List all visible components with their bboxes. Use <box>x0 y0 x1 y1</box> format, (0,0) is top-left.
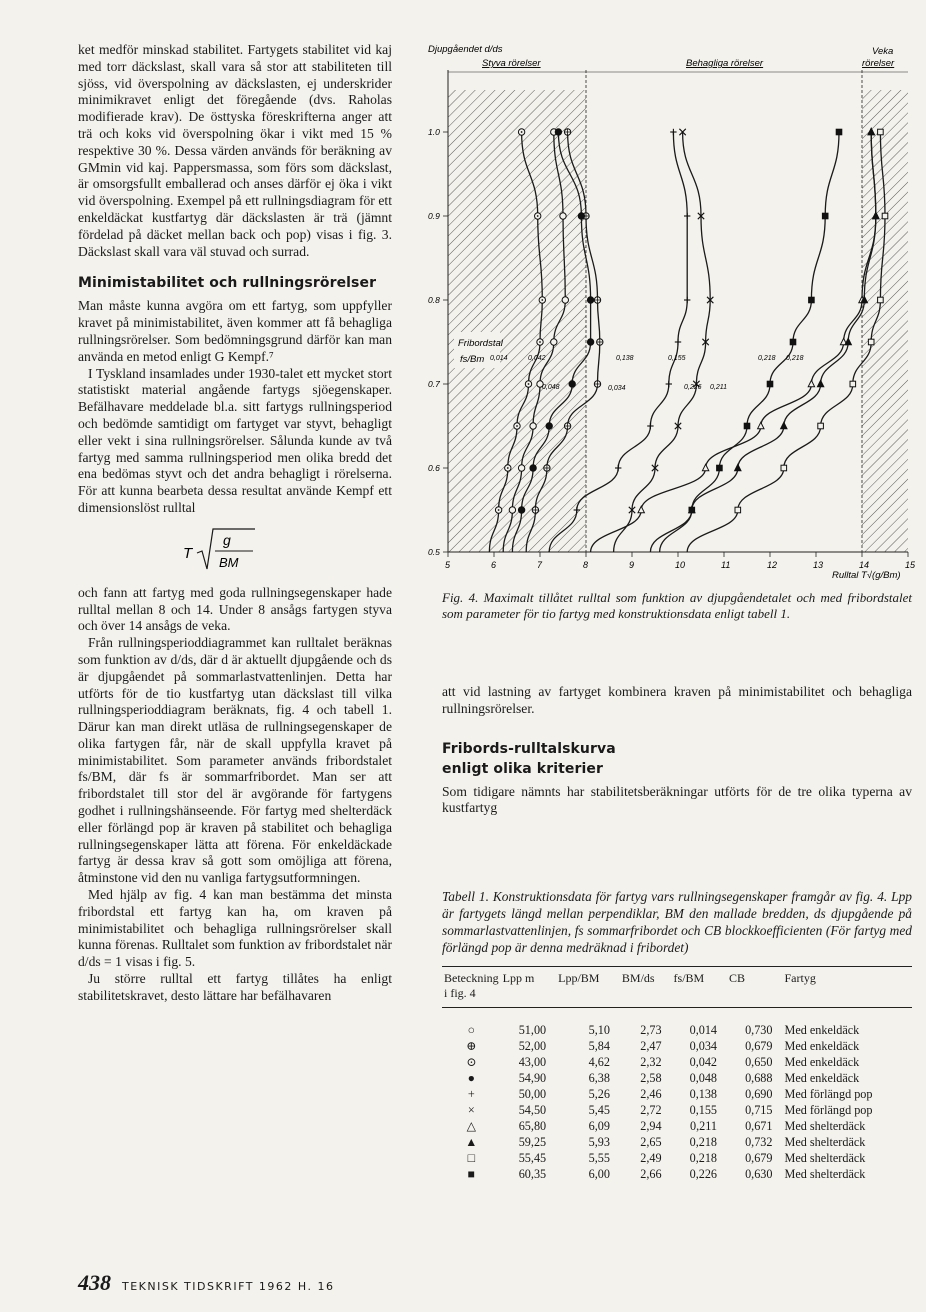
data-point-square <box>878 297 884 303</box>
marker-symbol-cell: □ <box>467 1151 476 1165</box>
curve-label: 0,226 <box>684 384 702 391</box>
data-point-mark <box>521 131 523 133</box>
table-cell: 0,138 <box>689 1087 718 1101</box>
zone-label-soft-1: Veka <box>872 46 894 57</box>
data-point-filled-square <box>689 507 695 513</box>
paragraph: Med hjälp av fig. 4 kan man bestämma det minsta fribordstal ett fartyg kan ha, om kraven på minimistabilitet och behagliga rullningsrörelser skall kunna förenas. Rulltalet som funktion av fribordstalet när d/ds = 1 visas i fig. 5. <box>78 887 392 970</box>
data-point-filled-circle <box>546 423 552 429</box>
table-cell: 55,45 <box>518 1151 547 1165</box>
table-cell: 0,679 <box>745 1039 773 1053</box>
table-cell: Med shelterdäck <box>784 1167 866 1181</box>
section-heading: Minimistabilitet och rullningsrörelser <box>78 275 377 292</box>
data-point-triangle <box>702 464 708 470</box>
table-cell: 65,80 <box>518 1119 547 1133</box>
series-line-0,211 <box>591 132 876 552</box>
paragraph: och fann att fartyg med goda rullningsegenskaper hade rulltal mellan 8 och 14. Under 8 ansågs fartygen styva och över 14 ansågs de veka. <box>78 584 392 634</box>
table-body <box>442 1008 912 1183</box>
y-tick-label: 0.8 <box>428 295 440 305</box>
table-cell: 52,00 <box>518 1039 547 1053</box>
y-tick-label: 1.0 <box>428 127 440 137</box>
table-cell: 0,688 <box>745 1071 773 1085</box>
x-tick-label: 13 <box>813 560 824 570</box>
table-1 <box>442 888 912 1182</box>
data-point-filled-triangle <box>735 464 741 470</box>
data-point-square <box>868 339 874 345</box>
table-cell: Med förlängd pop <box>784 1103 873 1117</box>
table-header-row <box>442 967 912 1008</box>
data-point-triangle <box>638 506 644 512</box>
formula-svg <box>175 525 295 577</box>
table-cell: 0,715 <box>745 1103 773 1117</box>
table-cell: 5,26 <box>588 1087 610 1101</box>
figure-4 <box>424 42 916 602</box>
table-cell: 0,732 <box>745 1135 773 1149</box>
table-cell: 5,93 <box>588 1135 610 1149</box>
data-point-circle <box>560 213 566 219</box>
table-cell: 6,00 <box>588 1167 610 1181</box>
table-cell: 0,730 <box>745 1023 773 1037</box>
table-row <box>442 1054 912 1070</box>
page-number: 438 <box>78 1270 111 1295</box>
table-cell: 0,042 <box>689 1055 718 1069</box>
table-cell: 6,09 <box>588 1119 610 1133</box>
curve-label: 0,218 <box>758 355 776 362</box>
table-cell: 4,62 <box>588 1055 610 1069</box>
table-cell: 2,73 <box>640 1023 662 1037</box>
table-cell: Med enkeldäck <box>784 1039 860 1053</box>
data-point-circle <box>562 297 568 303</box>
curve-label: 0,155 <box>668 355 686 362</box>
hatched-zone-stiff <box>448 90 586 552</box>
table-cell: 50,00 <box>518 1087 547 1101</box>
x-tick-label: 15 <box>905 560 916 570</box>
table-row <box>442 1008 912 1039</box>
table-cell: 0,034 <box>689 1039 718 1053</box>
data-point-circle <box>551 339 557 345</box>
journal-name: TEKNISK TIDSKRIFT 1962 H. 16 <box>122 1280 335 1293</box>
table-cell: 2,49 <box>640 1151 662 1165</box>
x-tick-label: 5 <box>445 560 451 570</box>
design-data-table <box>442 966 912 1182</box>
data-point-filled-triangle <box>817 380 823 386</box>
param-title-1: Fribordstal <box>458 338 503 349</box>
marker-symbol-cell: △ <box>466 1119 477 1133</box>
data-point-square <box>850 381 856 387</box>
data-point-filled-circle <box>555 129 561 135</box>
data-point-filled-circle <box>569 381 575 387</box>
data-point-square <box>781 465 787 471</box>
table-header-cell: Lpp m <box>502 971 535 985</box>
right-column <box>442 684 912 817</box>
table-header-cell: fs/BM <box>673 971 705 985</box>
paragraph: ket medför minskad stabilitet. Fartygets stabilitet vid kaj med torr däckslast, skall vara så stor att stabiliteten till sjöss, vid överspolning av däckslasten, ej underskrider minimikravet enligt det föregående (dvs. Raholas modifierade krav). De östtyska föreskrifterna anger att trä och koks vid överspolning ökar i vikt med 15 % respektive 30 %. Dessa värden används för beräkning av GMmin vid kaj. Pappersmassa, som förs som däckslast, är omsorgsfullt emballerad och anses därför ej öka i vikt vid överspolning. Exempel på ett rullningsdiagram för ett enkeldäckat kustfartyg där däckslasten är trä (jämnt fördelad på däcket mellan back och pop) visas i fig. 3. Däckslast skall vara väl stuvad och surrad. <box>78 42 392 259</box>
table-cell: Med shelterdäck <box>784 1151 866 1165</box>
table-row <box>442 1070 912 1086</box>
table-caption: Tabell 1. Konstruktionsdata för fartyg vars rullningsegenskaper framgår av fig. 4. Lpp är fartygets längd mellan perpendiklar, BM den mallade bredden, ds djupgående på sommarlastvattenlinjen, fs sommarfribordet och CB blockkoefficienten (För fartyg med förlängd pop är denna medräknad i fribordet) <box>442 889 912 955</box>
table-row <box>442 1134 912 1150</box>
data-point-circle <box>518 465 524 471</box>
curve-label: 0,034 <box>608 385 626 392</box>
data-point-filled-square <box>744 423 750 429</box>
data-point-triangle <box>758 422 764 428</box>
curve-label: 0,048 <box>542 384 560 391</box>
table-row <box>442 1150 912 1166</box>
table-cell: 6,38 <box>588 1071 610 1085</box>
table-row <box>442 1038 912 1054</box>
data-point-mark <box>541 299 543 301</box>
y-tick-label: 0.6 <box>428 463 440 473</box>
series-line-0,218 <box>687 132 885 552</box>
table-cell: 5,84 <box>588 1039 610 1053</box>
data-point-mark <box>539 341 541 343</box>
table-cell: 54,90 <box>518 1071 547 1085</box>
page-footer <box>78 1270 334 1296</box>
zone-label-stiff: Styva rörelser <box>482 58 541 69</box>
param-title-2: fs/Bm <box>460 354 485 365</box>
paragraph: Från rullningsperioddiagrammet kan rulltalet beräknas som funktion av d/ds, där d är aktuellt djupgående och ds är djupgåendet på sommarlastvattenlinjen. Detta har utförts för de tio kustfartyg utan däckslast till vilka rullningsperioddiagram beräknats, fig. 4 och tabell 1. Därur kan man direkt utläsa de rullningsegenskaper de olika fartygen får, när de skall uppfylla kravet på minimistabilitet. Som parameter används fribordstalet fs/BM, där fs är sommarfribordet. Man ser att fribordstalet till stor del är avgörande för fartygens godhet i rullningshänseende. För fartyg med shelterdäck eller förlängd pop är kraven på stabilitet och behagliga rullningsegenskaper lätta att förena. För enkeldäckade fartyg är dessa krav så gott som omöjliga att förena, åtminstone vid den nu vanliga fartygsutformningen. <box>78 635 392 886</box>
series-line-0,155 <box>614 132 711 552</box>
figure-caption: Fig. 4. Maximalt tillåtet rulltal som funktion av djupgåendetalet och med fribordstalet som parameter för tio fartyg med konstruktionsdata enligt tabell 1. <box>442 590 912 621</box>
table-cell: 2,46 <box>640 1087 662 1101</box>
y-tick-label: 0.5 <box>428 547 440 557</box>
y-tick-label: 0.7 <box>428 379 440 389</box>
marker-symbol-cell: ⊕ <box>466 1039 477 1053</box>
data-point-square <box>882 213 888 219</box>
table-cell: 0,226 <box>689 1167 718 1181</box>
chart-svg <box>424 42 916 587</box>
table-header-cell: Fartyg <box>784 971 816 985</box>
curve-label: 0,211 <box>710 384 727 391</box>
table-cell: 60,35 <box>518 1167 547 1181</box>
table-cell: 0,690 <box>745 1087 773 1101</box>
table-cell: 5,55 <box>588 1151 610 1165</box>
formula-t: T <box>183 544 193 562</box>
series-line-0,226 <box>660 132 839 552</box>
table-cell: 0,211 <box>690 1119 718 1133</box>
data-point-circle <box>509 507 515 513</box>
data-point-square <box>735 507 741 513</box>
data-point-filled-square <box>836 129 842 135</box>
data-point-circle <box>530 423 536 429</box>
x-tick-label: 11 <box>721 560 731 570</box>
table-cell: Med shelterdäck <box>784 1119 866 1133</box>
marker-symbol-cell: ○ <box>467 1023 476 1037</box>
x-tick-label: 7 <box>537 560 543 570</box>
table-cell: 0,048 <box>689 1071 718 1085</box>
table-cell: 0,630 <box>745 1167 773 1181</box>
x-tick-label: 9 <box>629 560 635 570</box>
table-cell: 5,45 <box>588 1103 610 1117</box>
paragraph: att vid lastning av fartyget kombinera kraven på minimistabilitet och behagliga rullningsrörelser. <box>442 684 912 716</box>
y-axis-label: Djupgåendet d/ds <box>428 44 503 55</box>
data-point-filled-circle <box>530 465 536 471</box>
section-heading: enligt olika kriterier <box>442 760 603 777</box>
table-cell: Med enkeldäck <box>784 1023 860 1037</box>
data-point-mark <box>528 383 530 385</box>
table-cell: Med shelterdäck <box>784 1135 866 1149</box>
x-tick-label: 6 <box>491 560 497 570</box>
curve-label: 0,042 <box>528 355 546 362</box>
paragraph: Ju större rulltal ett fartyg tillåtes ha enligt stabilitetskravet, desto lättare har befälhavaren <box>78 971 392 1003</box>
table-cell: 51,00 <box>518 1023 547 1037</box>
paragraph: Man måste kunna avgöra om ett fartyg, som uppfyller kravet på minimistabilitet, även kommer att få behagliga rullningsrörelser. Som bedömningsgrund därför kan man använda en metod enligt G Kempf.⁷ <box>78 298 392 364</box>
table-cell: 2,94 <box>640 1119 662 1133</box>
zone-label-soft-2: rörelser <box>862 58 895 69</box>
hatched-zone-soft <box>862 90 908 552</box>
formula-numerator: g <box>223 531 231 548</box>
table-cell: 2,58 <box>640 1071 662 1085</box>
table-cell: 2,47 <box>640 1039 662 1053</box>
data-point-filled-circle <box>518 507 524 513</box>
formula-denominator: BM <box>219 554 239 570</box>
paragraph: I Tyskland insamlades under 1930-talet ett mycket stort statistiskt material angående fartygs sjöegenskaper. Befälhavare meddelade bl.a. sitt fartygs rullningsperiod och bedömde samtidigt om fartyget var styvt, behagligt eller vekt i sina rullningsrörelser. Sålunda kunde av två fartyg med samma rullningsperiod men olika bredd det ena bedömas styvt och det andra behagligt i rörelserna. För att kunna bearbeta dessa resultat använde Kempf ett dimensionslöst rulltal <box>78 365 392 515</box>
table-cell: 43,00 <box>518 1055 547 1069</box>
table-header-cell: Beteckning i fig. 4 <box>444 971 499 1000</box>
table-cell: 0,155 <box>689 1103 718 1117</box>
table-cell: 0,014 <box>689 1023 718 1037</box>
marker-symbol-cell: ● <box>467 1071 476 1085</box>
data-point-filled-triangle <box>845 338 851 344</box>
table-cell: Med enkeldäck <box>784 1071 860 1085</box>
table-header-cell: CB <box>729 971 746 985</box>
table-cell: 0,679 <box>745 1151 773 1165</box>
table-cell: 0,671 <box>745 1119 773 1133</box>
curve-label: 0,218 <box>786 355 804 362</box>
x-axis-label: Rulltal T√(g/Bm) <box>832 570 901 581</box>
marker-symbol-cell: ▲ <box>465 1135 478 1149</box>
x-tick-label: 14 <box>859 560 870 570</box>
data-point-filled-square <box>809 297 815 303</box>
marker-symbol-cell: × <box>467 1103 475 1117</box>
table-cell: 0,218 <box>689 1151 718 1165</box>
table-header-cell: BM/ds <box>621 971 655 985</box>
table-header-cell: Lpp/BM <box>558 971 600 985</box>
x-tick-label: 12 <box>767 560 778 570</box>
data-point-square <box>818 423 824 429</box>
data-point-filled-circle <box>578 213 584 219</box>
table-cell: 0,650 <box>745 1055 773 1069</box>
table-row <box>442 1086 912 1102</box>
table-cell: 2,66 <box>640 1167 662 1181</box>
data-point-mark <box>516 425 518 427</box>
data-point-square <box>878 129 884 135</box>
table-cell: 59,25 <box>518 1135 547 1149</box>
left-column <box>78 42 392 1005</box>
table-row <box>442 1118 912 1134</box>
table-cell: 0,218 <box>689 1135 718 1149</box>
marker-symbol-cell: + <box>467 1087 475 1101</box>
marker-symbol-cell: ⊙ <box>466 1055 477 1069</box>
table-cell: 2,65 <box>640 1135 662 1149</box>
section-heading: Fribords-rulltalskurva <box>442 740 616 757</box>
data-point-mark <box>537 215 539 217</box>
paragraph: Som tidigare nämnts har stabilitetsberäkningar utförts för de tre olika typerna av kustfartyg <box>442 783 912 816</box>
data-point-filled-square <box>767 381 773 387</box>
x-tick-label: 8 <box>583 560 589 570</box>
marker-symbol-cell: ■ <box>467 1167 476 1181</box>
data-point-filled-square <box>822 213 828 219</box>
data-point-filled-square <box>790 339 796 345</box>
table-row <box>442 1166 912 1182</box>
curve-label: 0,014 <box>490 355 508 362</box>
table-cell: Med förlängd pop <box>784 1087 873 1101</box>
table-cell: 2,72 <box>640 1103 662 1117</box>
table-cell: 5,10 <box>588 1023 610 1037</box>
table-cell: 2,32 <box>640 1055 662 1069</box>
data-point-filled-triangle <box>781 422 787 428</box>
table-row <box>442 1102 912 1118</box>
data-point-filled-circle <box>587 339 593 345</box>
data-point-filled-square <box>717 465 723 471</box>
x-tick-label: 10 <box>675 560 686 570</box>
data-point-triangle <box>808 380 814 386</box>
table-cell: 54,50 <box>518 1103 547 1117</box>
roll-number-formula <box>78 525 392 577</box>
curve-label: 0,138 <box>616 355 634 362</box>
data-point-mark <box>507 467 509 469</box>
zone-label-pleasant: Behagliga rörelser <box>686 58 764 69</box>
y-tick-label: 0.9 <box>428 211 440 221</box>
data-point-mark <box>498 509 500 511</box>
data-point-filled-circle <box>587 297 593 303</box>
table-cell: Med enkeldäck <box>784 1055 860 1069</box>
